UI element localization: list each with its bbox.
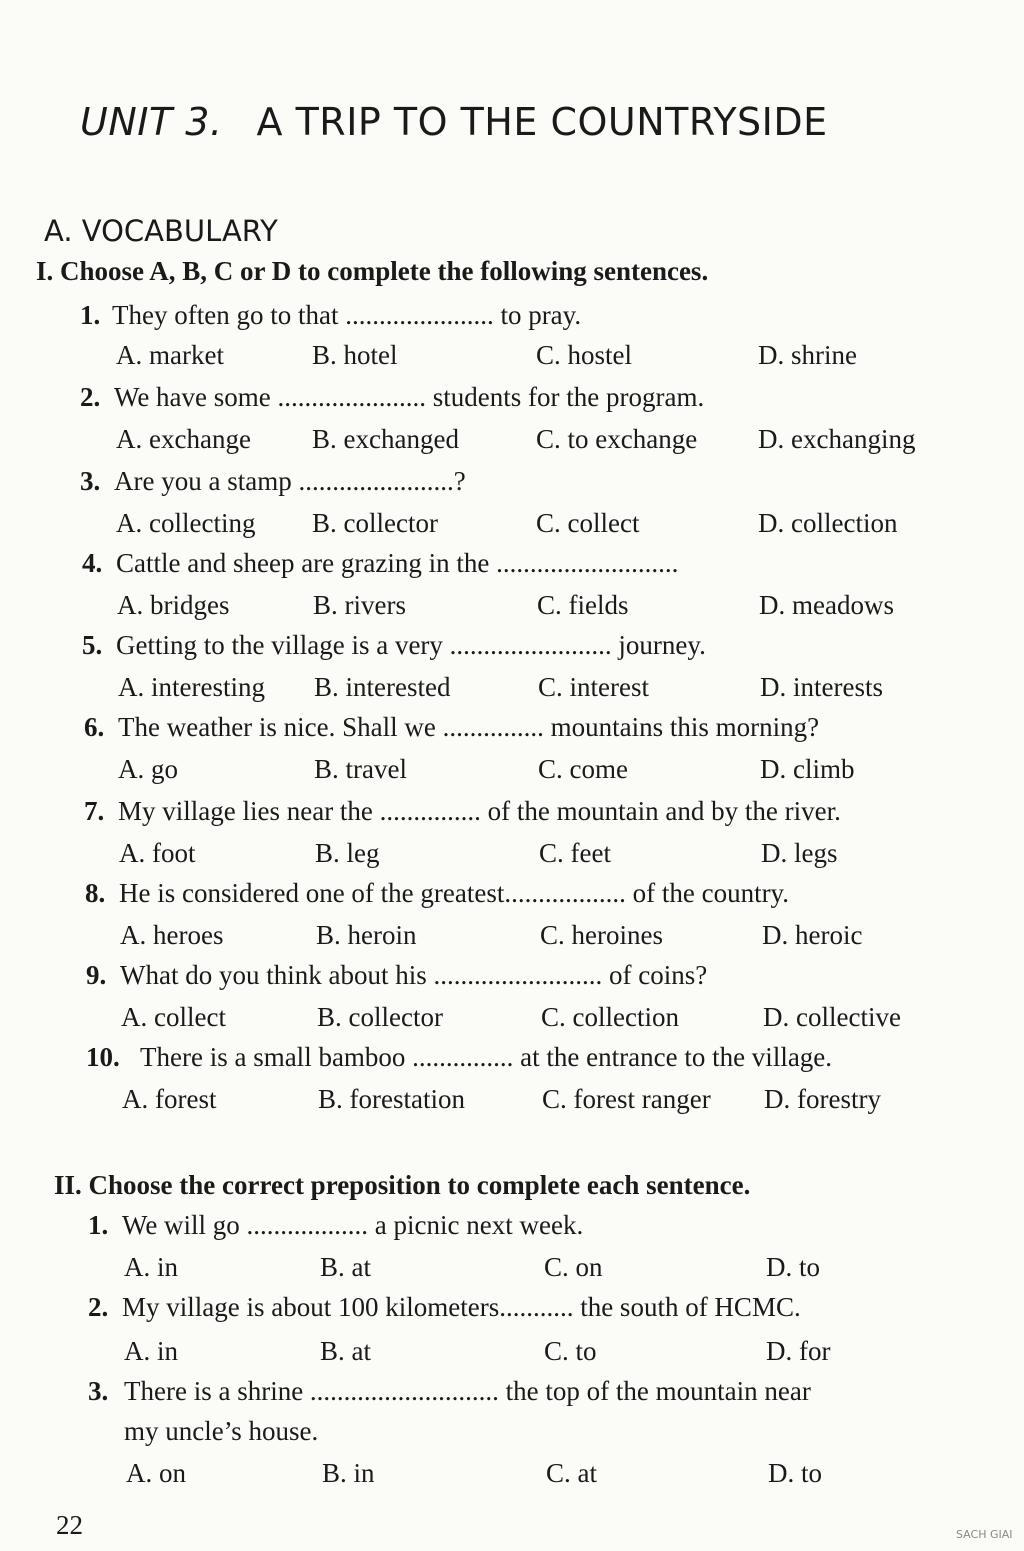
unit-label: UNIT 3. bbox=[80, 100, 223, 144]
option-a: A. exchange bbox=[116, 424, 251, 454]
page-number: 22 bbox=[56, 1510, 83, 1540]
question-number: 5. bbox=[82, 630, 103, 660]
question-text: They often go to that ...................... to pray. bbox=[112, 300, 582, 330]
option-c: C. heroines bbox=[540, 920, 663, 950]
question-number: 8. bbox=[85, 878, 106, 908]
option-b: B. at bbox=[320, 1336, 371, 1366]
question-number: 2. bbox=[88, 1292, 109, 1322]
option-a: A. interesting bbox=[118, 672, 265, 702]
question-ii-1 bbox=[88, 1210, 583, 1241]
option-a: A. bridges bbox=[117, 590, 230, 620]
part-1-heading: I. Choose A, B, C or D to complete the following sentences. bbox=[36, 256, 709, 286]
question-ii-3 bbox=[88, 1376, 811, 1407]
question-text: The weather is nice. Shall we ............... mountains this morning? bbox=[118, 712, 820, 742]
question-8 bbox=[85, 878, 789, 909]
option-b: B. in bbox=[322, 1458, 375, 1488]
option-a: A. collect bbox=[121, 1002, 226, 1032]
option-c: C. to bbox=[544, 1336, 597, 1366]
unit-title bbox=[80, 100, 828, 144]
option-c: C. to exchange bbox=[536, 424, 698, 454]
question-4 bbox=[82, 548, 678, 579]
option-d: D. collection bbox=[758, 508, 898, 538]
question-5 bbox=[82, 630, 706, 661]
option-b: B. collector bbox=[317, 1002, 443, 1032]
option-b: B. rivers bbox=[313, 590, 406, 620]
option-d: D. heroic bbox=[762, 920, 863, 950]
option-d: D. climb bbox=[760, 754, 855, 784]
question-text: My village is about 100 kilometers........... the south of HCMC. bbox=[122, 1292, 801, 1322]
option-d: D. interests bbox=[760, 672, 883, 702]
question-text: Getting to the village is a very ........................ journey. bbox=[116, 630, 706, 660]
unit-name: A TRIP TO THE COUNTRYSIDE bbox=[256, 100, 828, 144]
option-b: B. forestation bbox=[318, 1084, 465, 1114]
question-number: 6. bbox=[84, 712, 105, 742]
option-a: A. collecting bbox=[116, 508, 256, 538]
option-d: D. to bbox=[766, 1252, 820, 1282]
section-a-heading: A. VOCABULARY bbox=[44, 214, 278, 248]
question-text: What do you think about his ......................... of coins? bbox=[120, 960, 708, 990]
option-a: A. go bbox=[118, 754, 178, 784]
option-c: C. come bbox=[538, 754, 628, 784]
question-7 bbox=[84, 796, 841, 827]
question-text: We will go .................. a picnic next week. bbox=[122, 1210, 584, 1240]
question-ii-3-continued bbox=[124, 1416, 318, 1447]
option-a: A. foot bbox=[119, 838, 196, 868]
option-c: C. interest bbox=[538, 672, 649, 702]
question-text: My village lies near the ............... of the mountain and by the river. bbox=[118, 796, 841, 826]
option-a: A. in bbox=[124, 1336, 178, 1366]
option-c: C. on bbox=[544, 1252, 603, 1282]
question-2 bbox=[80, 382, 704, 413]
question-number: 1. bbox=[80, 300, 101, 330]
question-text: There is a small bamboo ............... at the entrance to the village. bbox=[140, 1042, 833, 1072]
question-text: We have some ...................... students for the program. bbox=[114, 382, 705, 412]
option-a: A. heroes bbox=[120, 920, 224, 950]
option-a: A. on bbox=[126, 1458, 186, 1488]
question-number: 9. bbox=[86, 960, 107, 990]
question-1 bbox=[80, 300, 581, 331]
part-2-heading: II. Choose the correct preposition to complete each sentence. bbox=[54, 1170, 751, 1200]
question-number: 7. bbox=[84, 796, 105, 826]
option-d: D. shrine bbox=[758, 340, 857, 370]
question-9 bbox=[86, 960, 707, 991]
option-b: B. collector bbox=[312, 508, 438, 538]
option-b: B. at bbox=[320, 1252, 371, 1282]
option-b: B. leg bbox=[315, 838, 380, 868]
option-d: D. collective bbox=[763, 1002, 901, 1032]
option-c: C. forest ranger bbox=[542, 1084, 711, 1114]
question-6 bbox=[84, 712, 819, 743]
question-text: Cattle and sheep are grazing in the ........................... bbox=[116, 548, 679, 578]
question-number: 3. bbox=[88, 1376, 109, 1406]
question-text: my uncle’s house. bbox=[124, 1416, 319, 1446]
option-d: D. forestry bbox=[764, 1084, 881, 1114]
question-3 bbox=[80, 466, 466, 497]
question-number: 10. bbox=[86, 1042, 120, 1072]
option-d: D. meadows bbox=[759, 590, 894, 620]
watermark-logo: SACH GIAI bbox=[956, 1528, 1013, 1541]
question-text: There is a shrine ............................ the top of the mountain near bbox=[124, 1376, 811, 1406]
question-number: 4. bbox=[82, 548, 103, 578]
option-a: A. forest bbox=[122, 1084, 217, 1114]
option-b: B. hotel bbox=[312, 340, 398, 370]
option-a: A. market bbox=[116, 340, 224, 370]
option-b: B. exchanged bbox=[312, 424, 459, 454]
question-ii-2 bbox=[88, 1292, 801, 1323]
option-d: D. to bbox=[768, 1458, 822, 1488]
option-b: B. interested bbox=[314, 672, 451, 702]
question-number: 2. bbox=[80, 382, 101, 412]
option-c: C. fields bbox=[537, 590, 629, 620]
option-d: D. for bbox=[766, 1336, 831, 1366]
option-c: C. at bbox=[546, 1458, 597, 1488]
option-c: C. hostel bbox=[536, 340, 633, 370]
question-number: 1. bbox=[88, 1210, 109, 1240]
question-text: He is considered one of the greatest.................. of the country. bbox=[119, 878, 790, 908]
question-10 bbox=[86, 1042, 832, 1073]
option-b: B. travel bbox=[314, 754, 407, 784]
option-a: A. in bbox=[124, 1252, 178, 1282]
option-c: C. collection bbox=[541, 1002, 679, 1032]
option-d: D. exchanging bbox=[758, 424, 916, 454]
option-b: B. heroin bbox=[316, 920, 417, 950]
option-c: C. collect bbox=[536, 508, 640, 538]
question-text: Are you a stamp .......................? bbox=[114, 466, 466, 496]
option-c: C. feet bbox=[539, 838, 611, 868]
option-d: D. legs bbox=[761, 838, 838, 868]
question-number: 3. bbox=[80, 466, 101, 496]
